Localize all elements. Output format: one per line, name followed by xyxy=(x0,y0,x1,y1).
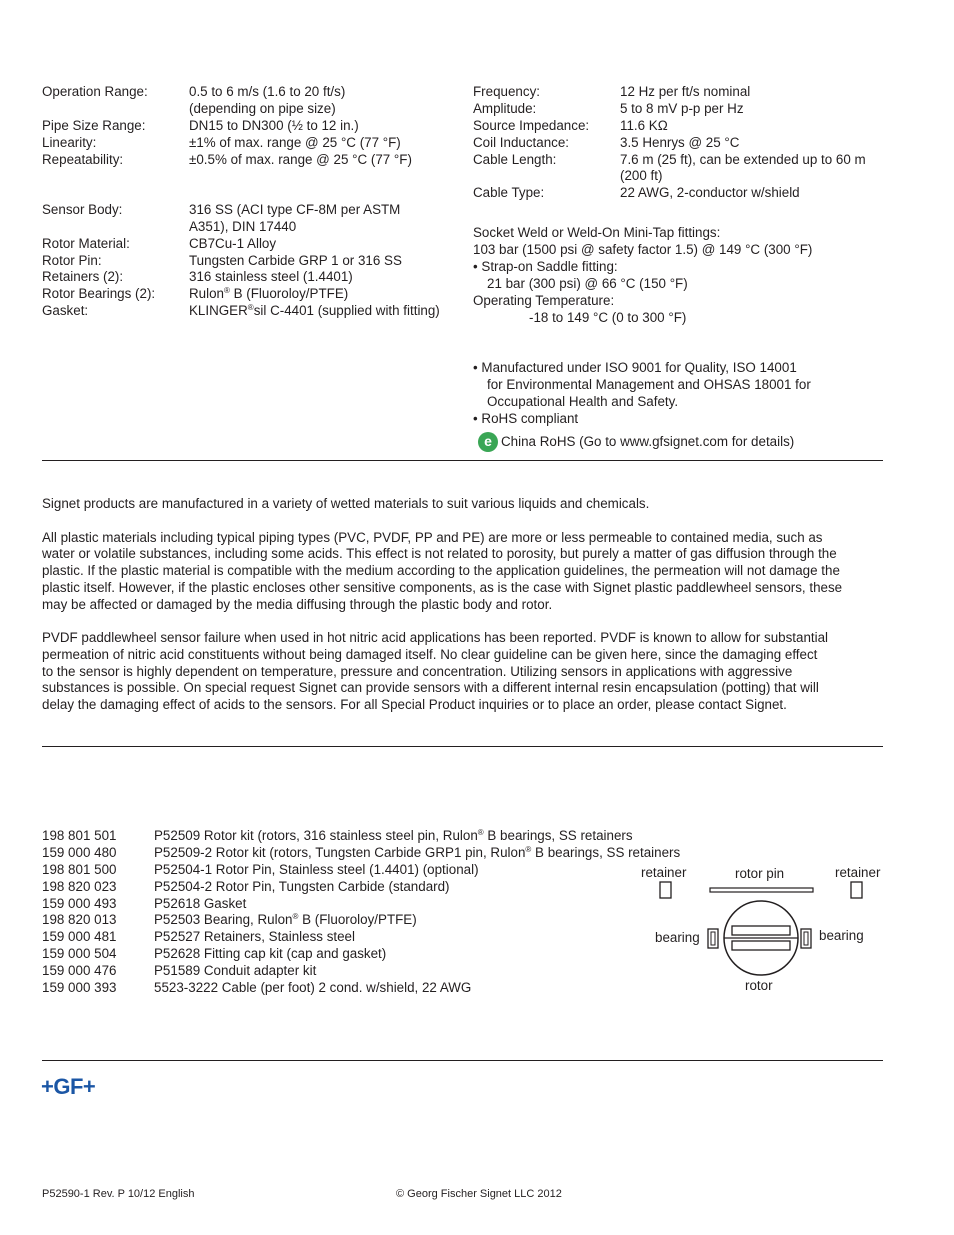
part-description xyxy=(154,912,417,929)
part-code: 159 000 504 xyxy=(42,946,117,961)
retainer-left-label: retainer xyxy=(641,865,687,880)
part-code: 159 000 481 xyxy=(42,929,117,944)
value-text: sil C-4401 (supplied with fitting) xyxy=(253,303,440,318)
spec-value: 22 AWG, 2-conductor w/shield xyxy=(620,185,800,200)
bearing-right-label: bearing xyxy=(819,928,864,943)
spec-label: Pipe Size Range: xyxy=(42,118,146,133)
document-number: P52590-1 Rev. P 10/12 English xyxy=(42,1188,195,1200)
part-code: 159 000 476 xyxy=(42,963,117,978)
spec-label: Sensor Body: xyxy=(42,202,123,217)
spec-value-continued: A351), DIN 17440 xyxy=(189,219,297,234)
spec-value-continued: (200 ft) xyxy=(620,168,663,183)
part-code: 159 000 493 xyxy=(42,896,117,911)
spec-label: Retainers (2): xyxy=(42,269,124,284)
spec-label: Frequency: xyxy=(473,84,540,99)
part-description: P52504-1 Rotor Pin, Stainless steel (1.4401) (optional) xyxy=(154,862,479,877)
spec-value: 316 stainless steel (1.4401) xyxy=(189,269,353,284)
spec-value: 316 SS (ACI type CF-8M per ASTM xyxy=(189,202,401,217)
standards-line: Occupational Health and Safety. xyxy=(487,394,679,409)
spec-label: Operation Range: xyxy=(42,84,148,99)
china-rohs-text: China RoHS (Go to www.gfsignet.com for details) xyxy=(501,434,795,449)
pressure-bullet: • Strap-on Saddle fitting: xyxy=(473,259,618,274)
spec-label: Linearity: xyxy=(42,135,97,150)
operating-temp-value: -18 to 149 °C (0 to 300 °F) xyxy=(529,310,687,325)
spec-label: Amplitude: xyxy=(473,101,537,116)
spec-value-continued: (depending on pipe size) xyxy=(189,101,336,116)
paragraph-line: delay the damaging effect of acids to the sensors. For all Special Product inquiries or to place an order, please contact Signet. xyxy=(42,697,787,712)
copyright: © Georg Fischer Signet LLC 2012 xyxy=(396,1188,562,1200)
spec-label: Rotor Bearings (2): xyxy=(42,286,156,301)
section-divider xyxy=(42,1060,883,1061)
rotor-hub-top xyxy=(732,926,790,935)
rotor-hub-bottom xyxy=(732,941,790,950)
spec-label: Source Impedance: xyxy=(473,118,590,133)
part-description xyxy=(154,845,680,862)
desc-text: P52509-2 Rotor kit (rotors, Tungsten Carbide GRP1 pin, Rulon xyxy=(154,845,526,860)
desc-text: B (Fluoroloy/PTFE) xyxy=(298,912,417,927)
desc-text: B bearings, SS retainers xyxy=(531,845,681,860)
rotor-label: rotor xyxy=(745,978,773,993)
pressure-line: Socket Weld or Weld-On Mini-Tap fittings: xyxy=(473,225,721,240)
part-description: P52628 Fitting cap kit (cap and gasket) xyxy=(154,946,387,961)
standards-bullet: • Manufactured under ISO 9001 for Quality, ISO 14001 xyxy=(473,360,797,375)
paragraph-line: plastic. If the plastic material is compatible with the medium according to the application guidelines, the permeation will not damage the xyxy=(42,563,840,578)
part-description: P51589 Conduit adapter kit xyxy=(154,963,317,978)
spec-label: Repeatability: xyxy=(42,152,124,167)
value-text: B (Fluoroloy/PTFE) xyxy=(229,286,349,301)
part-description: P52618 Gasket xyxy=(154,896,247,911)
desc-text: P52503 Bearing, Rulon xyxy=(154,912,293,927)
bearing-left-inner xyxy=(711,932,715,945)
retainer-left-shape xyxy=(660,882,671,898)
part-description: 5523-3222 Cable (per foot) 2 cond. w/shield, 22 AWG xyxy=(154,980,472,995)
spec-value: 12 Hz per ft/s nominal xyxy=(620,84,751,99)
part-description: P52527 Retainers, Stainless steel xyxy=(154,929,355,944)
registered-mark: ® xyxy=(224,286,230,295)
spec-value xyxy=(189,303,440,320)
spec-label: Rotor Material: xyxy=(42,236,130,251)
pressure-line: 21 bar (300 psi) @ 66 °C (150 °F) xyxy=(487,276,688,291)
paragraph-line: to the sensor is highly dependent on temperature, pressure and concentration. Utilizing sensors in applications with aggressive xyxy=(42,664,793,679)
spec-value: 11.6 KΩ xyxy=(620,118,668,133)
part-code: 198 820 013 xyxy=(42,912,117,927)
section-divider xyxy=(42,746,883,747)
china-rohs-icon: e xyxy=(478,432,498,452)
spec-label: Gasket: xyxy=(42,303,89,318)
pressure-line: 103 bar (1500 psi @ safety factor 1.5) @ 149 °C (300 °F) xyxy=(473,242,813,257)
spec-label: Rotor Pin: xyxy=(42,253,102,268)
retainer-right-label: retainer xyxy=(835,865,881,880)
paragraph-line: PVDF paddlewheel sensor failure when used in hot nitric acid applications has been reported. PVDF is known to allow for substantial xyxy=(42,630,829,645)
spec-value: 7.6 m (25 ft), can be extended up to 60 m xyxy=(620,152,866,167)
paragraph-line: All plastic materials including typical piping types (PVC, PVDF, PP and PE) are more or less permeable to contained media, such as xyxy=(42,530,823,545)
rotor-pin-shape xyxy=(710,888,813,892)
bearing-right-inner xyxy=(804,932,808,945)
registered-mark: ® xyxy=(525,845,532,854)
spec-value: CB7Cu-1 Alloy xyxy=(189,236,277,251)
part-description: P52504-2 Rotor Pin, Tungsten Carbide (standard) xyxy=(154,879,450,894)
registered-mark: ® xyxy=(477,828,484,837)
spec-value: ±0.5% of max. range @ 25 °C (77 °F) xyxy=(189,152,412,167)
desc-text: B bearings, SS retainers xyxy=(483,828,633,843)
part-code: 198 820 023 xyxy=(42,879,117,894)
paragraph-line: permeation of nitric acid constituents without being damaged itself. No clear guideline can be given here, since the damaging effect xyxy=(42,647,818,662)
paragraph-line: substances is possible. On special request Signet can provide sensors with a different internal resin encapsulation (potting) that will xyxy=(42,680,819,695)
operating-temp-label: Operating Temperature: xyxy=(473,293,615,308)
part-code: 159 000 393 xyxy=(42,980,117,995)
part-code: 198 801 500 xyxy=(42,862,117,877)
registered-mark: ® xyxy=(292,912,299,921)
paragraph-line: water or volatile substances, including some acids. This effect is not related to porosity, but purely a matter of gas diffusion through the xyxy=(42,546,837,561)
paragraph-line: Signet products are manufactured in a variety of wetted materials to suit various liquids and chemicals. xyxy=(42,496,650,511)
spec-value: DN15 to DN300 (½ to 12 in.) xyxy=(189,118,359,133)
gf-logo: +GF+ xyxy=(41,1074,96,1099)
rotor-pin-label: rotor pin xyxy=(735,866,785,881)
value-text: KLINGER xyxy=(189,303,248,318)
spec-value: 5 to 8 mV p-p per Hz xyxy=(620,101,744,116)
spec-value: 3.5 Henrys @ 25 °C xyxy=(620,135,740,150)
desc-text: P52509 Rotor kit (rotors, 316 stainless steel pin, Rulon xyxy=(154,828,478,843)
spec-value: Tungsten Carbide GRP 1 or 316 SS xyxy=(189,253,402,268)
paragraph-line: may be affected or damaged by the media diffusing through the plastic body and rotor. xyxy=(42,597,553,612)
section-divider xyxy=(42,460,883,461)
part-code: 159 000 480 xyxy=(42,845,117,860)
part-code: 198 801 501 xyxy=(42,828,117,843)
rotor-assembly-drawing xyxy=(640,870,890,985)
retainer-right-shape xyxy=(851,882,862,898)
paragraph-line: plastic itself. However, if the plastic encloses other sensitive components, as is the case with Signet plastic paddlewheel sensors, these xyxy=(42,580,843,595)
standards-line: for Environmental Management and OHSAS 18001 for xyxy=(487,377,811,392)
part-description xyxy=(154,828,633,845)
spec-value: 0.5 to 6 m/s (1.6 to 20 ft/s) xyxy=(189,84,346,99)
spec-label: Coil Inductance: xyxy=(473,135,570,150)
value-text: Rulon xyxy=(189,286,224,301)
spec-value xyxy=(189,286,348,303)
spec-label: Cable Type: xyxy=(473,185,545,200)
standards-bullet: • RoHS compliant xyxy=(473,411,579,426)
registered-mark: ® xyxy=(247,303,254,312)
spec-label: Cable Length: xyxy=(473,152,557,167)
bearing-left-label: bearing xyxy=(655,930,700,945)
spec-value: ±1% of max. range @ 25 °C (77 °F) xyxy=(189,135,401,150)
